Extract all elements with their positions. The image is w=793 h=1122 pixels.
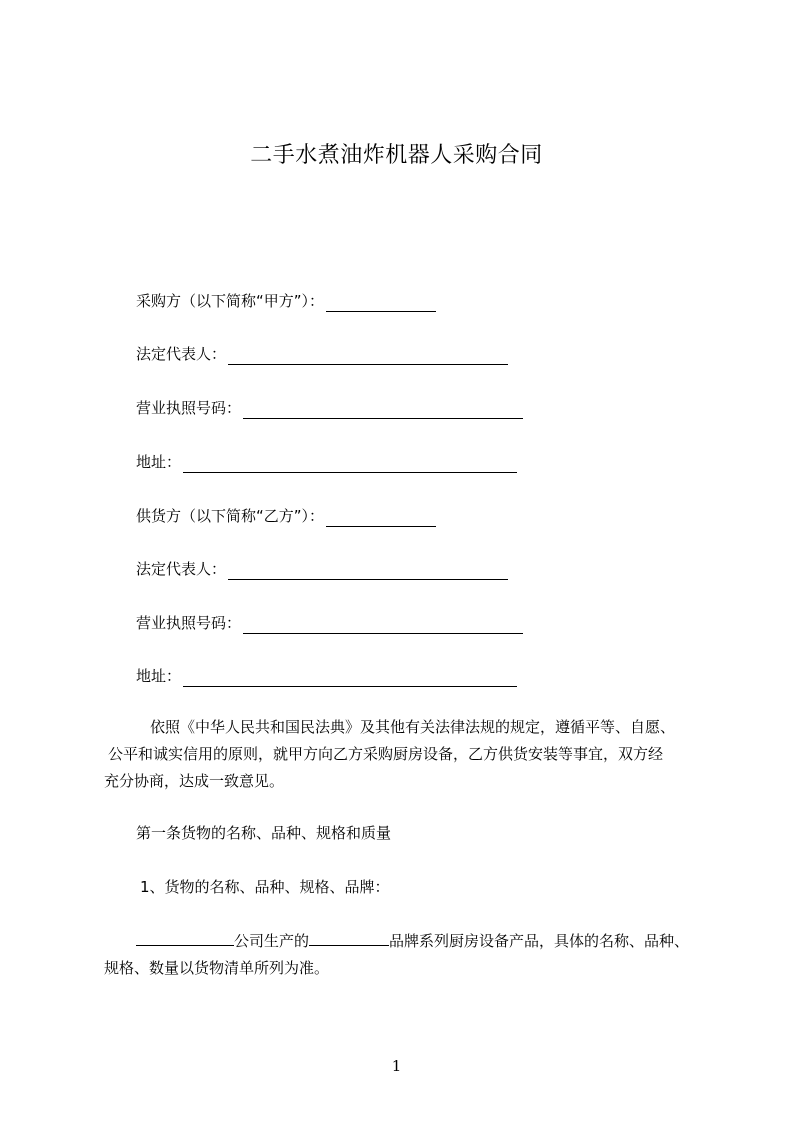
party-a-representative-label: 法定代表人： xyxy=(136,345,227,363)
party-b-field xyxy=(136,505,436,527)
party-b-representative-blank[interactable] xyxy=(228,563,508,580)
party-b-blank[interactable] xyxy=(326,510,436,527)
page-number: 1 xyxy=(391,1057,402,1075)
party-b-label: 供货方（以下简称“乙方”）： xyxy=(136,507,325,525)
document-title: 二手水煮油炸机器人采购合同 xyxy=(250,143,543,168)
article-1-product-line xyxy=(136,928,689,955)
party-b-license-label: 营业执照号码： xyxy=(136,614,242,632)
article-1-item-1: 1、货物的名称、品种、规格、品牌： xyxy=(140,878,390,896)
party-a-license-field xyxy=(136,397,523,419)
brand-text: 品牌系列厨房设备产品，具体的名称、品种、 xyxy=(389,932,690,950)
party-b-address-blank[interactable] xyxy=(183,670,517,687)
article-1-heading: 第一条货物的名称、品种、规格和质量 xyxy=(136,824,392,842)
party-b-representative-label: 法定代表人： xyxy=(136,560,227,578)
party-b-license-blank[interactable] xyxy=(243,617,523,634)
party-a-address-label: 地址： xyxy=(136,453,182,471)
party-a-license-blank[interactable] xyxy=(243,402,523,419)
party-a-field xyxy=(136,290,436,312)
party-b-address-field xyxy=(136,665,517,687)
party-a-representative-blank[interactable] xyxy=(228,348,508,365)
party-a-address-blank[interactable] xyxy=(183,456,517,473)
party-a-address-field xyxy=(136,451,517,473)
preamble-line-1: 依照《中华人民共和国民法典》及其他有关法律法规的规定，遵循平等、自愿、 xyxy=(150,718,676,736)
party-b-license-field xyxy=(136,612,523,634)
party-a-blank[interactable] xyxy=(326,295,436,312)
preamble-line-3: 充分协商，达成一致意见。 xyxy=(104,772,285,790)
party-a-label: 采购方（以下简称“甲方”）： xyxy=(136,292,325,310)
preamble-line-2: 公平和诚实信用的原则，就甲方向乙方采购厨房设备，乙方供货安装等事宜，双方经 xyxy=(108,745,664,763)
party-a-license-label: 营业执照号码： xyxy=(136,399,242,417)
company-name-blank[interactable] xyxy=(136,929,234,946)
company-text: 公司生产的 xyxy=(234,932,310,950)
brand-name-blank[interactable] xyxy=(309,929,389,946)
party-b-representative-field xyxy=(136,558,508,580)
article-1-product-line-2: 规格、数量以货物清单所列为准。 xyxy=(104,959,330,977)
party-b-address-label: 地址： xyxy=(136,667,182,685)
party-a-representative-field xyxy=(136,343,508,365)
